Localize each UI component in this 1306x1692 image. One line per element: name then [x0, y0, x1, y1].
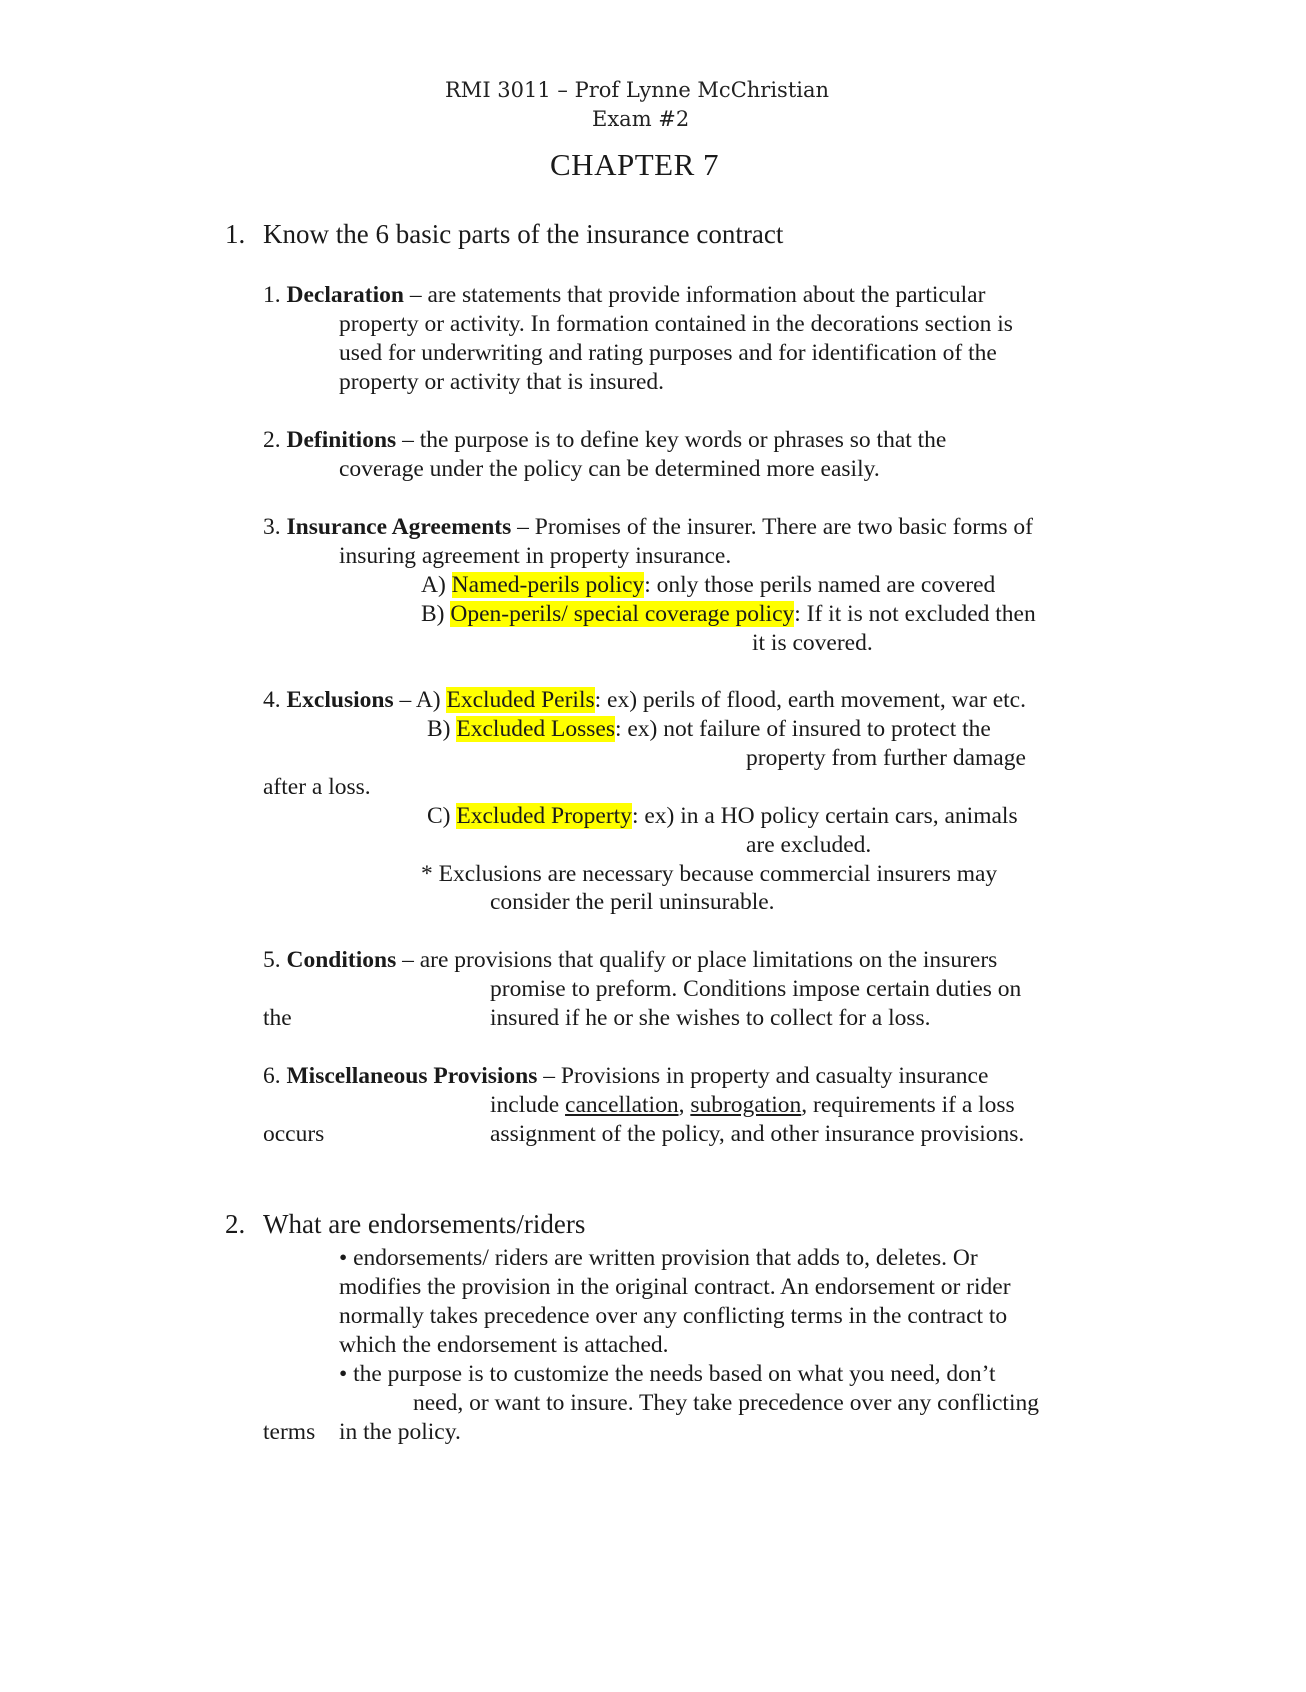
part-text: are provisions that qualify or place limitations on the insurers [419, 947, 998, 973]
endorsement-bullet-2-line-3: in the policy. [339, 1419, 461, 1445]
part-text: are statements that provide information about the particular [427, 282, 986, 308]
part-declaration [263, 280, 985, 310]
part-term: Definitions [286, 427, 397, 453]
part-exclusions [263, 685, 1026, 715]
highlighted-term: Excluded Property [456, 803, 632, 829]
question-1-text: Know the 6 basic parts of the insurance contract [263, 219, 784, 249]
misc-text: , requirements if a loss [801, 1092, 1015, 1118]
exclusion-property [427, 801, 1018, 831]
item-letter: A) [421, 572, 452, 598]
exclusion-losses-continued-2: after a loss. [263, 774, 371, 800]
highlighted-term: Named-perils policy [451, 572, 645, 598]
declaration-line-2: property or activity. In formation contained in the decorations section is [339, 311, 1013, 337]
term-dash: – [511, 514, 535, 540]
chapter-title: CHAPTER 7 [550, 147, 719, 182]
part-conditions [263, 945, 997, 975]
endorsement-bullet-1: • endorsements/ riders are written provision that adds to, deletes. Or [339, 1245, 978, 1271]
declaration-line-4: property or activity that is insured. [339, 369, 665, 395]
endorsement-bullet-1-line-4: which the endorsement is attached. [339, 1332, 669, 1358]
part-term: Exclusions [286, 687, 394, 713]
misc-line-3: assignment of the policy, and other insurance provisions. [490, 1121, 1025, 1147]
misc-text: , [678, 1092, 691, 1118]
misc-line-2 [490, 1090, 1015, 1120]
agreement-open-perils [421, 599, 1036, 629]
term-dash: – [537, 1063, 561, 1089]
part-term: Insurance Agreements [286, 514, 512, 540]
part-insurance-agreements [263, 512, 1033, 542]
highlighted-term: Excluded Perils [446, 687, 595, 713]
item-letter: A) [415, 687, 447, 713]
part-term: Conditions [286, 947, 397, 973]
part-number: 3. [263, 514, 281, 540]
declaration-line-3: used for underwriting and rating purposes and for identification of the [339, 340, 997, 366]
endorsement-bullet-2: • the purpose is to customize the needs based on what you need, don’t [339, 1361, 996, 1387]
conditions-line-3: insured if he or she wishes to collect for a loss. [490, 1005, 931, 1031]
question-1-number: 1. [225, 219, 246, 249]
endorsement-bullet-1-line-3: normally takes precedence over any conflicting terms in the contract to [339, 1303, 1008, 1329]
part-text: Provisions in property and casualty insurance [560, 1063, 989, 1089]
part-term: Miscellaneous Provisions [286, 1063, 538, 1089]
exclusions-note: * Exclusions are necessary because commercial insurers may [421, 861, 998, 887]
underlined-cancellation: cancellation [565, 1092, 679, 1118]
question-2-number: 2. [225, 1209, 246, 1239]
part-miscellaneous-provisions [263, 1061, 988, 1091]
part-text: Promises of the insurer. There are two basic forms of [534, 514, 1033, 540]
part-definitions [263, 425, 946, 455]
item-text: : ex) perils of flood, earth movement, war etc. [594, 687, 1026, 713]
part-number: 1. [263, 282, 281, 308]
endorsement-bullet-2-line-2: need, or want to insure. They take precedence over any conflicting [413, 1390, 1039, 1416]
term-dash: – [396, 947, 420, 973]
item-text: : If it is not excluded then [794, 601, 1036, 627]
part-number: 2. [263, 427, 281, 453]
part-number: 4. [263, 687, 281, 713]
item-text: : only those perils named are covered [644, 572, 996, 598]
open-perils-continued: it is covered. [752, 630, 873, 656]
exam-label: Exam #2 [592, 107, 690, 131]
item-letter: C) [427, 803, 457, 829]
underlined-subrogation: subrogation [690, 1092, 802, 1118]
exclusions-note-continued: consider the peril uninsurable. [490, 889, 775, 915]
term-dash: – [393, 687, 416, 713]
part-number: 6. [263, 1063, 281, 1089]
term-dash: – [403, 282, 428, 308]
item-text: : ex) not failure of insured to protect the [614, 716, 991, 742]
agreements-line-2: insuring agreement in property insurance. [339, 543, 732, 569]
misc-text: include [490, 1092, 566, 1118]
highlighted-term: Excluded Losses [456, 716, 615, 742]
part-text: the purpose is to define key words or phrases so that the [419, 427, 947, 453]
definitions-line-2: coverage under the policy can be determined more easily. [339, 456, 880, 482]
exclusion-losses [427, 714, 991, 744]
item-text: : ex) in a HO policy certain cars, animals [631, 803, 1018, 829]
part-number: 5. [263, 947, 281, 973]
conditions-line-2: promise to preform. Conditions impose certain duties on [490, 976, 1022, 1002]
item-letter: B) [427, 716, 457, 742]
misc-line-3-start: occurs [263, 1121, 325, 1147]
highlighted-term: Open-perils/ special coverage policy [450, 601, 795, 627]
conditions-line-3-start: the [263, 1005, 292, 1031]
question-2-text: What are endorsements/riders [263, 1209, 586, 1239]
part-term: Declaration [286, 282, 404, 308]
exclusion-property-continued: are excluded. [746, 832, 872, 858]
endorsement-bullet-1-line-2: modifies the provision in the original contract. An endorsement or rider [339, 1274, 1011, 1300]
item-letter: B) [421, 601, 451, 627]
endorsement-bullet-2-line-3-start: terms [263, 1419, 316, 1445]
course-header: RMI 3011 – Prof Lynne McChristian [445, 78, 830, 102]
exclusion-losses-continued: property from further damage [746, 745, 1026, 771]
term-dash: – [396, 427, 420, 453]
agreement-named-perils [421, 570, 995, 600]
